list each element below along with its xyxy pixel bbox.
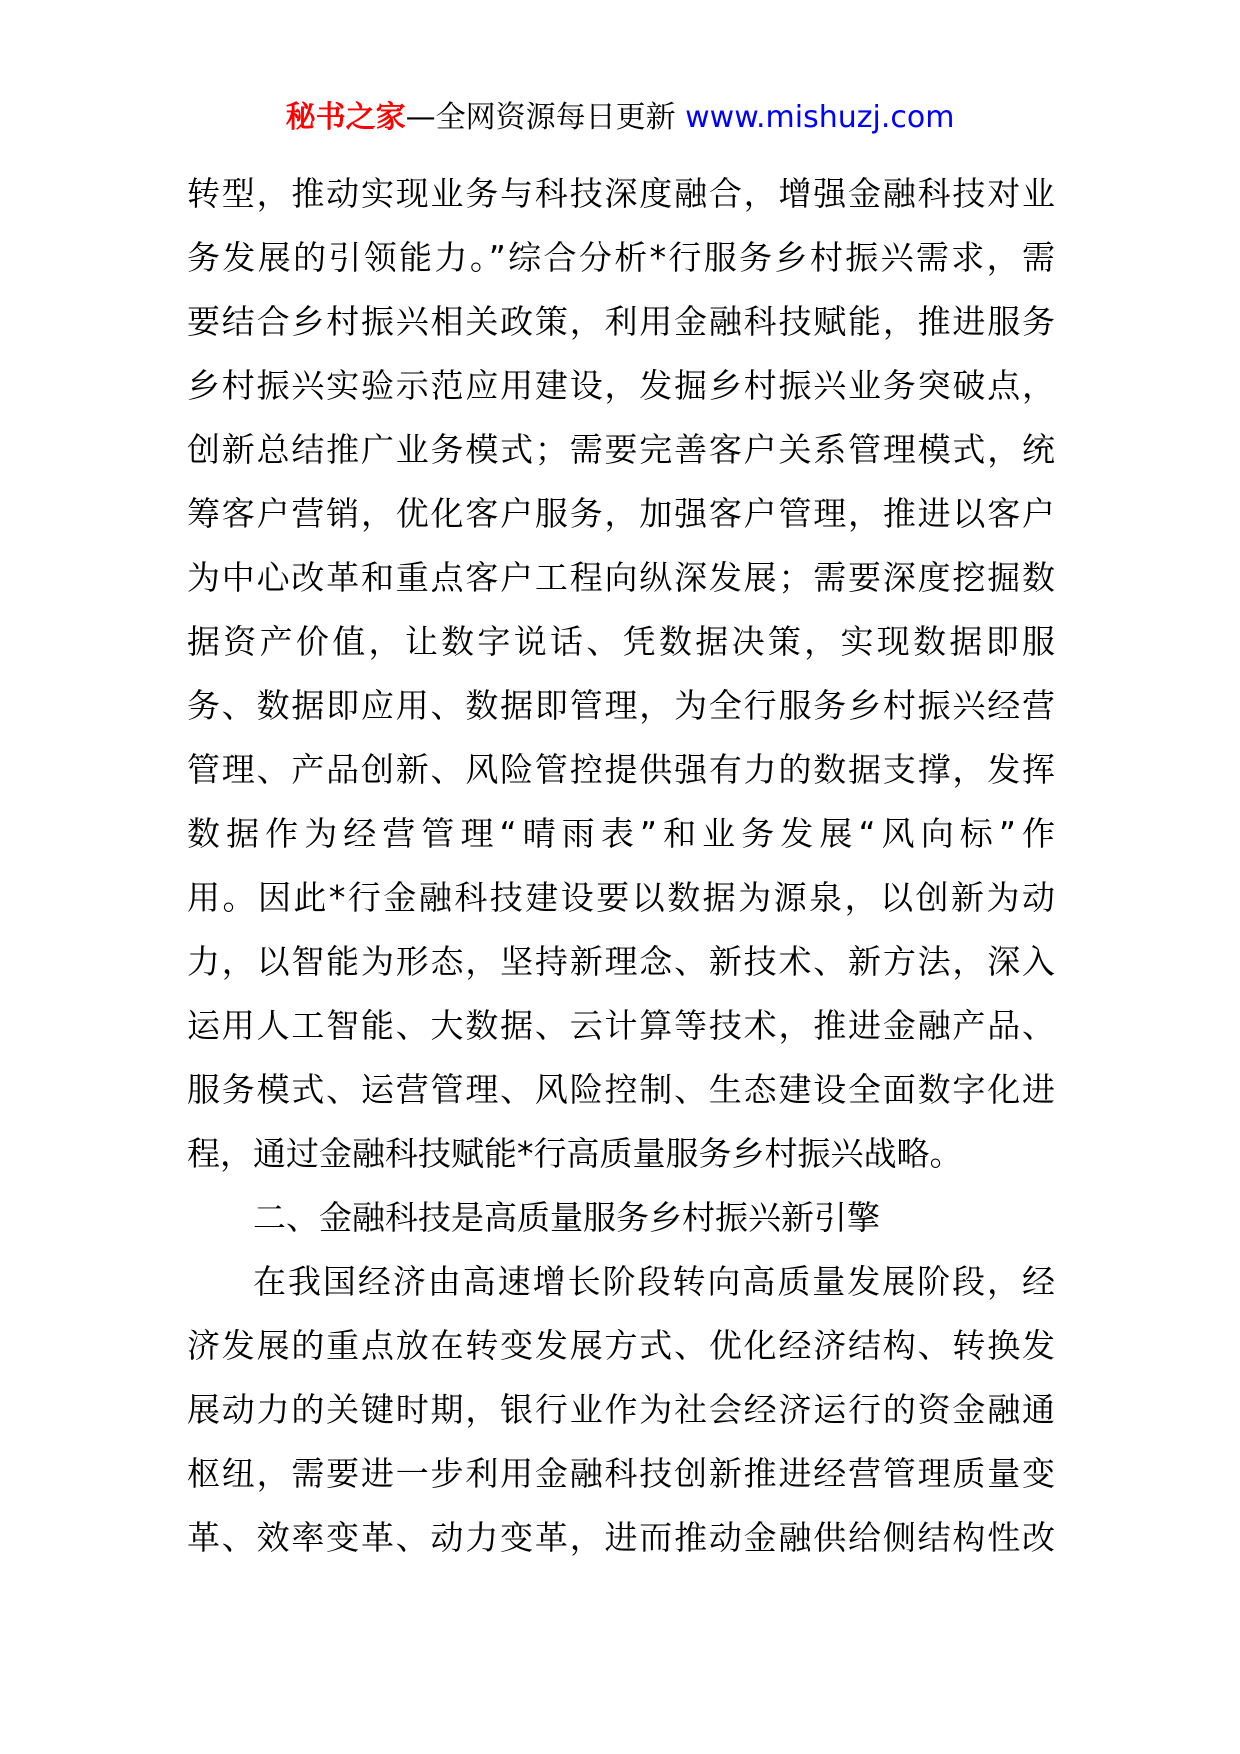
text-line: 用。因此*行金融科技建设要以数据为源泉，以创新为动 bbox=[187, 878, 1055, 917]
site-tagline: —全网资源每日更新 bbox=[405, 100, 686, 135]
text-line: 据资产价值，让数字说话、凭数据决策，实现数据即服 bbox=[187, 622, 1055, 661]
text-line: 运用人工智能、大数据、云计算等技术，推进金融产品、 bbox=[187, 1006, 1055, 1045]
text-line: 务发展的引领能力。”综合分析*行服务乡村振兴需求，需 bbox=[187, 238, 1055, 277]
text-line: 为中心改革和重点客户工程向纵深发展；需要深度挖掘数 bbox=[187, 558, 1055, 597]
text-line: 创新总结推广业务模式；需要完善客户关系管理模式，统 bbox=[187, 430, 1055, 469]
text-line: 革、效率变革、动力变革，进而推动金融供给侧结构性改 bbox=[187, 1518, 1055, 1557]
text-line: 在我国经济由高速增长阶段转向高质量发展阶段，经 bbox=[253, 1262, 1055, 1301]
text-line: 务、数据即应用、数据即管理，为全行服务乡村振兴经营 bbox=[187, 686, 1055, 725]
text-line: 乡村振兴实验示范应用建设，发掘乡村振兴业务突破点， bbox=[187, 366, 1055, 405]
text-line: 要结合乡村振兴相关政策，利用金融科技赋能，推进服务 bbox=[187, 302, 1055, 341]
text-line: 济发展的重点放在转变发展方式、优化经济结构、转换发 bbox=[187, 1326, 1055, 1365]
text-line: 程，通过金融科技赋能*行高质量服务乡村振兴战略。 bbox=[187, 1134, 963, 1173]
text-line: 数据作为经营管理“晴雨表”和业务发展“风向标”作 bbox=[187, 814, 1055, 853]
text-line: 筹客户营销，优化客户服务，加强客户管理，推进以客户 bbox=[187, 494, 1055, 533]
text-line: 服务模式、运营管理、风险控制、生态建设全面数字化进 bbox=[187, 1070, 1055, 1109]
document-body bbox=[187, 162, 1055, 1570]
text-line: 管理、产品创新、风险管控提供强有力的数据支撑，发挥 bbox=[187, 750, 1055, 789]
text-line: 力，以智能为形态，坚持新理念、新技术、新方法，深入 bbox=[187, 942, 1055, 981]
site-header bbox=[0, 98, 1240, 138]
section-heading: 二、金融科技是高质量服务乡村振兴新引擎 bbox=[253, 1198, 880, 1237]
site-url[interactable]: www.mishuzj.com bbox=[685, 100, 955, 135]
text-line: 转型，推动实现业务与科技深度融合，增强金融科技对业 bbox=[187, 174, 1055, 213]
text-line: 枢纽，需要进一步利用金融科技创新推进经营管理质量变 bbox=[187, 1454, 1055, 1493]
text-line: 展动力的关键时期，银行业作为社会经济运行的资金融通 bbox=[187, 1390, 1055, 1429]
site-brand: 秘书之家 bbox=[285, 100, 406, 135]
